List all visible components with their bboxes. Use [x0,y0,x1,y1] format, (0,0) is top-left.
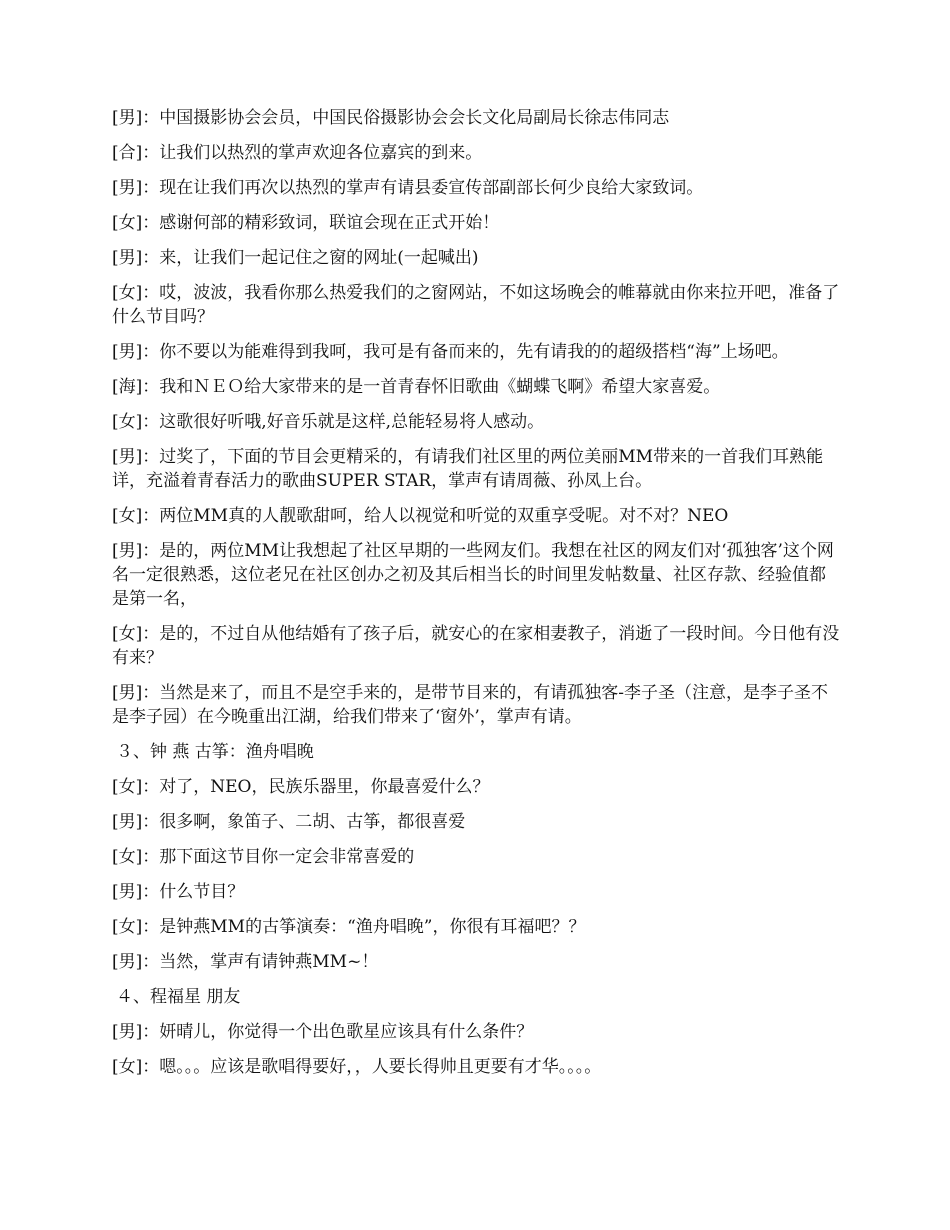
paragraph: [女]：是钟燕MM的古筝演奏：“渔舟唱晚”，你很有耳福吧？？ [112,917,586,937]
paragraph: [合]：让我们以热烈的掌声欢迎各位嘉宾的到来。 [112,143,483,163]
paragraph: [女]：这歌很好听哦,好音乐就是这样,总能轻易将人感动。 [112,412,545,432]
paragraph: [男]：现在让我们再次以热烈的掌声有请县委宣传部副部长何少良给大家致词。 [112,178,704,198]
paragraph: [男]：过奖了，下面的节目会更精采的，有请我们社区里的两位美丽MM带来的一首我们耳熟能详，充溢着青春活力的歌曲SUPER STAR，掌声有请周薇、孙凤上台。 [112,447,824,491]
paragraph: [女]：哎，波波，我看你那么热爱我们的之窗网站，不如这场晚会的帷幕就由你来拉开吧，准备了什么节目吗？ [112,283,840,327]
paragraph: [女]：对了，NEO，民族乐器里，你最喜爱什么？ [112,777,490,797]
paragraph: [男]：当然，掌声有请钟燕MM~！ [112,952,379,972]
section-heading: ４、程福星 朋友 [116,987,241,1007]
document-body [112,106,840,1090]
paragraph: [男]：来，让我们一起记住之窗的网址(一起喊出) [112,248,479,268]
paragraph: [女]：是的，不过自从他结婚有了孩子后，就安心的在家相妻教子，消逝了一段时间。今日他有没有来？ [112,624,840,668]
paragraph: [女]：两位MM真的人靓歌甜呵，给人以视觉和听觉的双重享受呢。对不对？NEO [112,506,729,526]
paragraph: [男]：很多啊，象笛子、二胡、古筝，都很喜爱 [112,812,466,832]
paragraph: [男]：什么节目？ [112,882,245,902]
paragraph: [男]：当然是来了，而且不是空手来的，是带节目来的，有请孤独客-李子圣（注意，是李子圣不是李子园）在今晚重出江湖，给我们带来了‘窗外’，掌声有请。 [112,683,829,727]
paragraph: [男]：是的，两位MM让我想起了社区早期的一些网友们。我想在社区的网友们对‘孤独客’这个网名一定很熟悉，这位老兄在社区创办之初及其后相当长的时间里发帖数量、社区存款、经验值都是第一名， [112,541,834,609]
paragraph: [女]：那下面这节目你一定会非常喜爱的 [112,847,415,867]
paragraph: [女]：嗯。。。应该是歌唱得要好，，人要长得帅且更要有才华。。。。 [112,1057,602,1077]
paragraph: [男]：你不要以为能难得到我呵，我可是有备而来的，先有请我的的超级搭档“海”上场吧。 [112,342,789,362]
paragraph: [海]：我和ＮＥＯ给大家带来的是一首青春怀旧歌曲《蝴蝶飞啊》希望大家喜爱。 [112,377,721,397]
section-heading: ３、钟 燕 古筝：渔舟唱晚 [116,742,314,762]
paragraph: [男]：妍晴儿，你觉得一个出色歌星应该具有什么条件？ [112,1022,534,1042]
paragraph: [男]：中国摄影协会会员，中国民俗摄影协会会长文化局副局长徐志伟同志 [112,108,670,128]
paragraph: [女]：感谢何部的精彩致词，联谊会现在正式开始！ [112,213,500,233]
